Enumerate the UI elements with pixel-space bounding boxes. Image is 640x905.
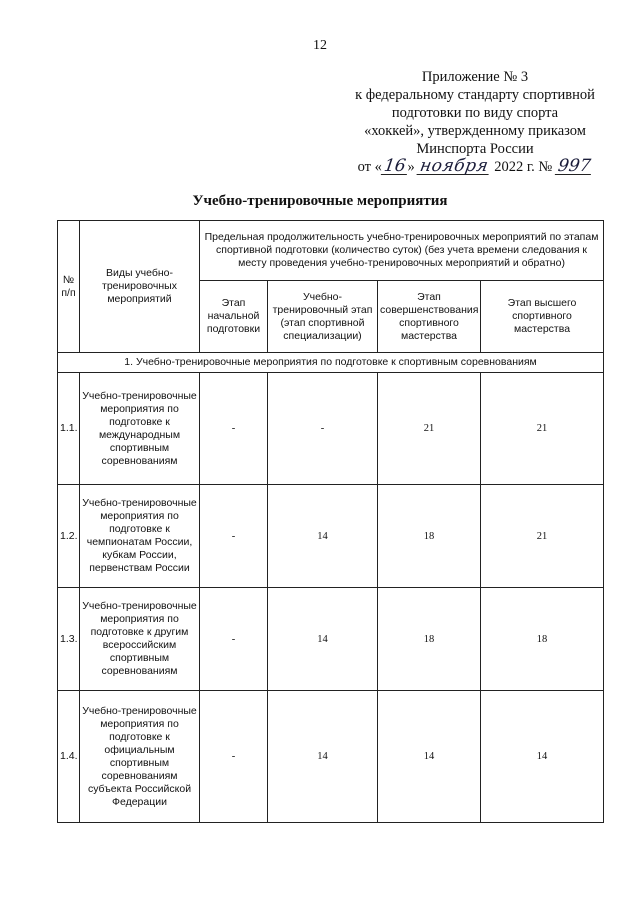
row-stage-improvement: 21: [378, 373, 481, 485]
row-number: 1.3.: [58, 588, 80, 691]
row-stage-training: -: [268, 373, 378, 485]
appendix-line-1: Приложение № 3: [421, 69, 529, 85]
row-stage-initial: -: [200, 485, 268, 588]
appendix-line-4: «хоккей», утвержденному приказом: [364, 123, 586, 139]
appendix-block: [330, 68, 620, 176]
appendix-line-3: подготовки по виду спорта: [391, 105, 559, 121]
header-duration: Предельная продолжительность учебно-тренировочных мероприятий по этапам спортивной подготовки (количество суток) (без учета времени следования к месту проведения учебно-тренировочных мероприятий и обратно): [200, 221, 604, 281]
row-stage-higher: 14: [481, 691, 604, 823]
events-table: [57, 220, 604, 823]
table-row: [58, 588, 604, 691]
row-number: 1.1.: [58, 373, 80, 485]
row-stage-improvement: 18: [378, 485, 481, 588]
section-1-title: 1. Учебно-тренировочные мероприятия по подготовке к спортивным соревнованиям: [58, 353, 604, 373]
header-num: № п/п: [58, 221, 80, 353]
row-stage-higher: 21: [481, 373, 604, 485]
header-stage-initial: Этап начальной подготовки: [200, 281, 268, 353]
row-number: 1.4.: [58, 691, 80, 823]
row-stage-training: 14: [268, 691, 378, 823]
row-stage-higher: 21: [481, 485, 604, 588]
row-stage-improvement: 18: [378, 588, 481, 691]
order-date-line: [330, 158, 620, 176]
row-stage-improvement: 14: [378, 691, 481, 823]
section-row: [58, 353, 604, 373]
table-row: [58, 691, 604, 823]
handwritten-month: ноября: [418, 156, 491, 176]
row-stage-initial: -: [200, 373, 268, 485]
appendix-line-5: Минспорта России: [416, 141, 534, 157]
row-stage-training: 14: [268, 485, 378, 588]
date-mid: »: [407, 159, 415, 175]
header-stage-higher: Этап высшего спортивного мастерства: [481, 281, 604, 353]
row-number: 1.2.: [58, 485, 80, 588]
row-stage-higher: 18: [481, 588, 604, 691]
row-stage-training: 14: [268, 588, 378, 691]
document-title: Учебно-тренировочные мероприятия: [192, 193, 448, 209]
appendix-line-2: к федеральному стандарту спортивной: [355, 87, 595, 103]
header-row-1: [58, 221, 604, 281]
header-types: Виды учебно-тренировочных мероприятий: [80, 221, 200, 353]
row-stage-initial: -: [200, 588, 268, 691]
row-event-name: Учебно-тренировочные мероприятия по подготовке к официальным спортивным соревнованиям субъекта Российской Федерации: [80, 691, 200, 823]
date-year: 2022 г. №: [494, 159, 553, 175]
handwritten-order-number: 997: [556, 156, 592, 176]
page-number: 12: [313, 38, 327, 53]
table-row: [58, 373, 604, 485]
table-row: [58, 485, 604, 588]
row-stage-initial: -: [200, 691, 268, 823]
row-event-name: Учебно-тренировочные мероприятия по подготовке к чемпионатам России, кубкам России, первенствам России: [80, 485, 200, 588]
handwritten-day: 16: [382, 156, 408, 176]
header-stage-improvement: Этап совершенствования спортивного мастерства: [378, 281, 481, 353]
date-prefix: от «: [357, 159, 382, 175]
row-event-name: Учебно-тренировочные мероприятия по подготовке к международным спортивным соревнованиям: [80, 373, 200, 485]
row-event-name: Учебно-тренировочные мероприятия по подготовке к другим всероссийским спортивным соревнованиям: [80, 588, 200, 691]
header-stage-training: Учебно-тренировочный этап (этап спортивной специализации): [268, 281, 378, 353]
